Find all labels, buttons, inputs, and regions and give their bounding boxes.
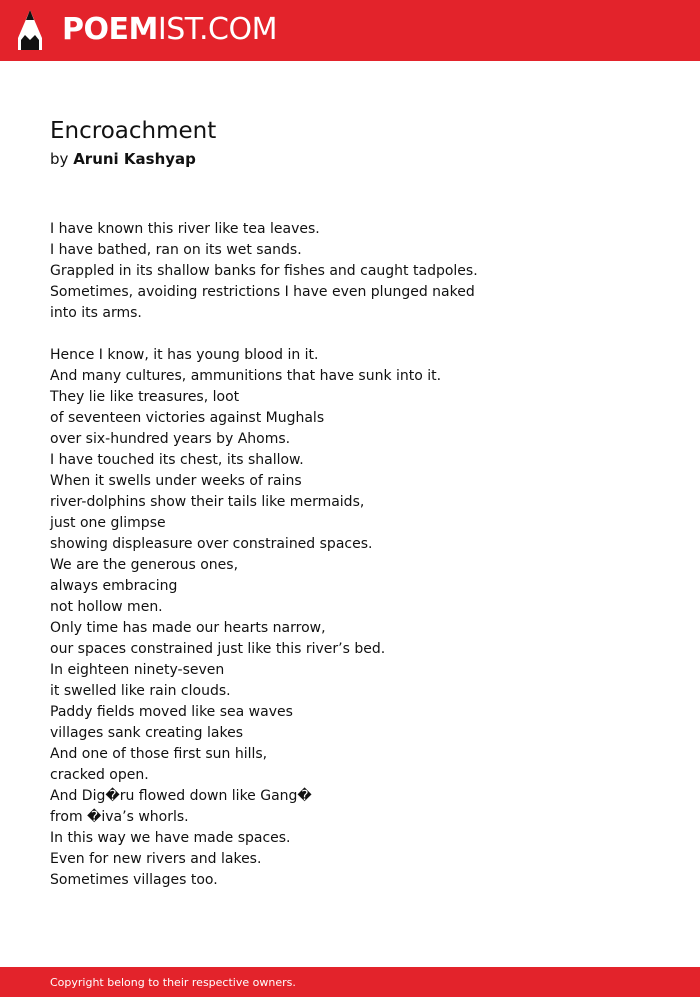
- poem-line: I have bathed, ran on its wet sands.: [50, 242, 302, 258]
- poem-line: In this way we have made spaces.: [50, 830, 291, 846]
- poem-line: showing displeasure over constrained spaces.: [50, 536, 373, 552]
- poem-line: When it swells under weeks of rains: [50, 473, 302, 489]
- poem-line: I have touched its chest, its shallow.: [50, 452, 304, 468]
- poem-line: Grappled in its shallow banks for fishes and caught tadpoles.: [50, 263, 478, 279]
- poem-line: Only time has made our hearts narrow,: [50, 620, 326, 636]
- poem-line: villages sank creating lakes: [50, 725, 243, 741]
- poem-line: Sometimes villages too.: [50, 872, 218, 888]
- poem-line: Even for new rivers and lakes.: [50, 851, 262, 867]
- pencil-icon[interactable]: [16, 8, 44, 52]
- poem-line: of seventeen victories against Mughals: [50, 410, 325, 426]
- copyright-notice: Copyright belong to their respective owners.: [50, 976, 296, 989]
- site-header: [0, 0, 700, 61]
- poem-line: not hollow men.: [50, 599, 163, 615]
- poem-line: Hence I know, it has young blood in it.: [50, 347, 319, 363]
- author-name: Aruni Kashyap: [73, 150, 196, 168]
- poem-line: from �iva’s whorls.: [50, 809, 189, 825]
- poem-line: it swelled like rain clouds.: [50, 683, 231, 699]
- poem-line: And one of those first sun hills,: [50, 746, 268, 762]
- poem-line: Paddy fields moved like sea waves: [50, 704, 293, 720]
- poem-line: just one glimpse: [50, 515, 166, 531]
- poem-line: over six-hundred years by Ahoms.: [50, 431, 291, 447]
- poem-line: In eighteen ninety-seven: [50, 662, 225, 678]
- poem-line: our spaces constrained just like this river’s bed.: [50, 641, 386, 657]
- poem-stanza: [50, 219, 650, 324]
- by-label: by: [50, 150, 69, 168]
- poem-line: Sometimes, avoiding restrictions I have even plunged naked: [50, 284, 475, 300]
- poem-line: We are the generous ones,: [50, 557, 239, 573]
- poem-stanza: [50, 345, 650, 891]
- poem-line: And many cultures, ammunitions that have sunk into it.: [50, 368, 442, 384]
- poem-line: I have known this river like tea leaves.: [50, 221, 320, 237]
- poem-title: Encroachment: [50, 118, 217, 144]
- byline: [50, 149, 196, 169]
- poem-line: into its arms.: [50, 305, 142, 321]
- poem-line: And Dig�ru flowed down like Gang�: [50, 788, 312, 804]
- poem-body: [50, 219, 650, 912]
- poem-line: They lie like treasures, loot: [50, 389, 240, 405]
- poem-line: river-dolphins show their tails like mermaids,: [50, 494, 365, 510]
- logo-brand-light: IST.COM: [157, 12, 277, 47]
- poem-line: cracked open.: [50, 767, 149, 783]
- logo-brand-bold: POEM: [62, 12, 158, 47]
- poem-line: always embracing: [50, 578, 178, 594]
- site-footer: [0, 967, 700, 997]
- site-logo[interactable]: [62, 12, 277, 48]
